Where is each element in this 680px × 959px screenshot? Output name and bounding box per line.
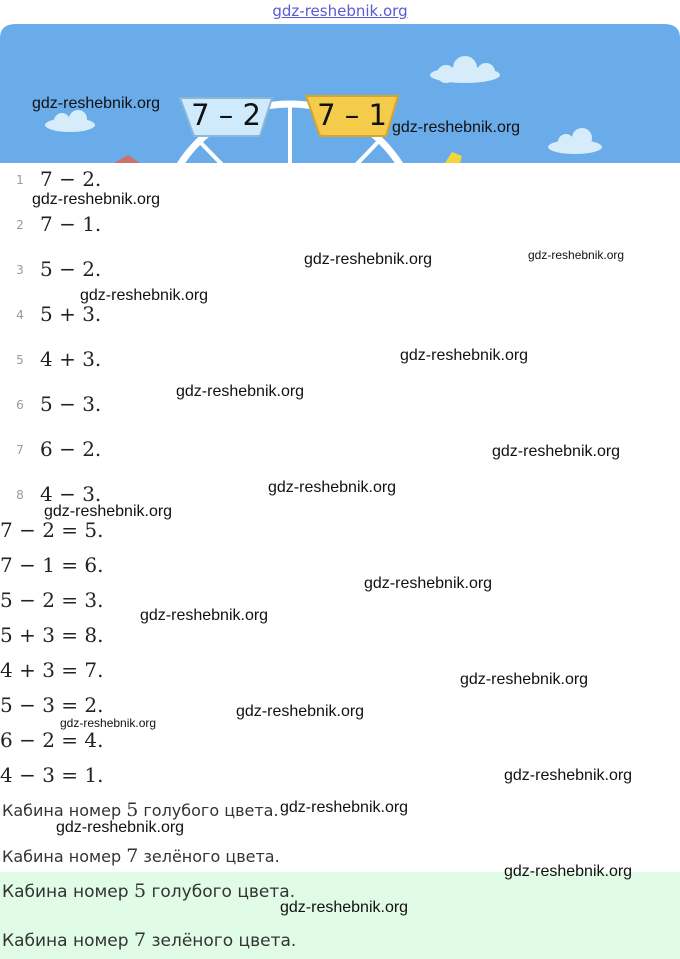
- watermark: gdz-reshebnik.org: [176, 383, 305, 400]
- task-expression: 7 − 1.: [40, 212, 102, 236]
- watermark: gdz-reshebnik.org: [280, 899, 409, 916]
- answer-equation: 4 − 3 = 1.: [0, 763, 104, 787]
- task-expression: 7 − 2.: [40, 167, 102, 191]
- cabin-number: 7: [133, 929, 147, 951]
- task-expression: 4 + 3.: [40, 347, 102, 371]
- answer-equation: 5 − 3 = 2.: [0, 693, 104, 717]
- answer-equation: 5 + 3 = 8.: [0, 623, 104, 647]
- task-expression: 5 − 2.: [40, 257, 102, 281]
- sentence-text: Кабина номер: [2, 882, 134, 902]
- ferris-wheel-banner: [0, 24, 680, 163]
- task-expression: 6 − 2.: [40, 437, 102, 461]
- watermark: gdz-reshebnik.org: [304, 251, 433, 268]
- sentence-text: голубого цвета.: [146, 882, 296, 902]
- watermark: gdz-reshebnik.org: [460, 671, 589, 688]
- watermark: gdz-reshebnik.org: [504, 767, 633, 784]
- watermark: gdz-reshebnik.org: [140, 607, 269, 624]
- watermark: gdz-reshebnik.org: [236, 703, 365, 720]
- task-number: 1: [16, 173, 24, 187]
- answer-sentence: [2, 845, 280, 867]
- cabin-number: 7: [126, 845, 139, 867]
- task-number: 4: [16, 308, 24, 322]
- watermark: gdz-reshebnik.org: [392, 119, 521, 136]
- cabin-left-label: 7 – 2: [191, 98, 261, 132]
- cabin-number: 5: [133, 880, 147, 902]
- sentence-text: Кабина номер: [2, 847, 127, 866]
- watermark: gdz-reshebnik.org: [60, 716, 157, 730]
- task-number: 2: [16, 218, 24, 232]
- task-number: 8: [16, 488, 24, 502]
- site-link[interactable]: gdz-reshebnik.org: [272, 2, 408, 20]
- sentence-text: зелёного цвета.: [138, 847, 280, 866]
- sentence-text: Кабина номер: [2, 801, 127, 820]
- sentence-text: зелёного цвета.: [146, 931, 297, 951]
- answer-sentence: [2, 880, 295, 902]
- task-number: 3: [16, 263, 24, 277]
- watermark: gdz-reshebnik.org: [504, 863, 633, 880]
- sentence-text: голубого цвета.: [138, 801, 279, 820]
- task-number: 5: [16, 353, 24, 367]
- watermark: gdz-reshebnik.org: [56, 819, 185, 836]
- answer-sentence: [2, 929, 296, 951]
- watermark: gdz-reshebnik.org: [32, 191, 161, 208]
- cabin-number: 5: [126, 799, 139, 821]
- sentence-text: Кабина номер: [2, 931, 134, 951]
- answer-equation: 6 − 2 = 4.: [0, 728, 104, 752]
- task-expression: 5 + 3.: [40, 302, 102, 326]
- cabin-right-label: 7 – 1: [317, 98, 387, 132]
- watermark: gdz-reshebnik.org: [44, 503, 173, 520]
- task-expression: 5 − 3.: [40, 392, 102, 416]
- answer-equation: 7 − 1 = 6.: [0, 553, 104, 577]
- watermark: gdz-reshebnik.org: [528, 248, 625, 262]
- watermark: gdz-reshebnik.org: [32, 95, 161, 112]
- task-expression: 4 − 3.: [40, 482, 102, 506]
- task-number: 6: [16, 398, 24, 412]
- answer-equation: 4 + 3 = 7.: [0, 658, 104, 682]
- watermark: gdz-reshebnik.org: [80, 287, 209, 304]
- answer-equation: 7 − 2 = 5.: [0, 518, 104, 542]
- answer-equation: 5 − 2 = 3.: [0, 588, 104, 612]
- watermark: gdz-reshebnik.org: [400, 347, 529, 364]
- watermark: gdz-reshebnik.org: [268, 479, 397, 496]
- watermark: gdz-reshebnik.org: [492, 443, 621, 460]
- watermark: gdz-reshebnik.org: [280, 799, 409, 816]
- watermark: gdz-reshebnik.org: [364, 575, 493, 592]
- task-number: 7: [16, 443, 24, 457]
- answer-sentence: [2, 799, 279, 821]
